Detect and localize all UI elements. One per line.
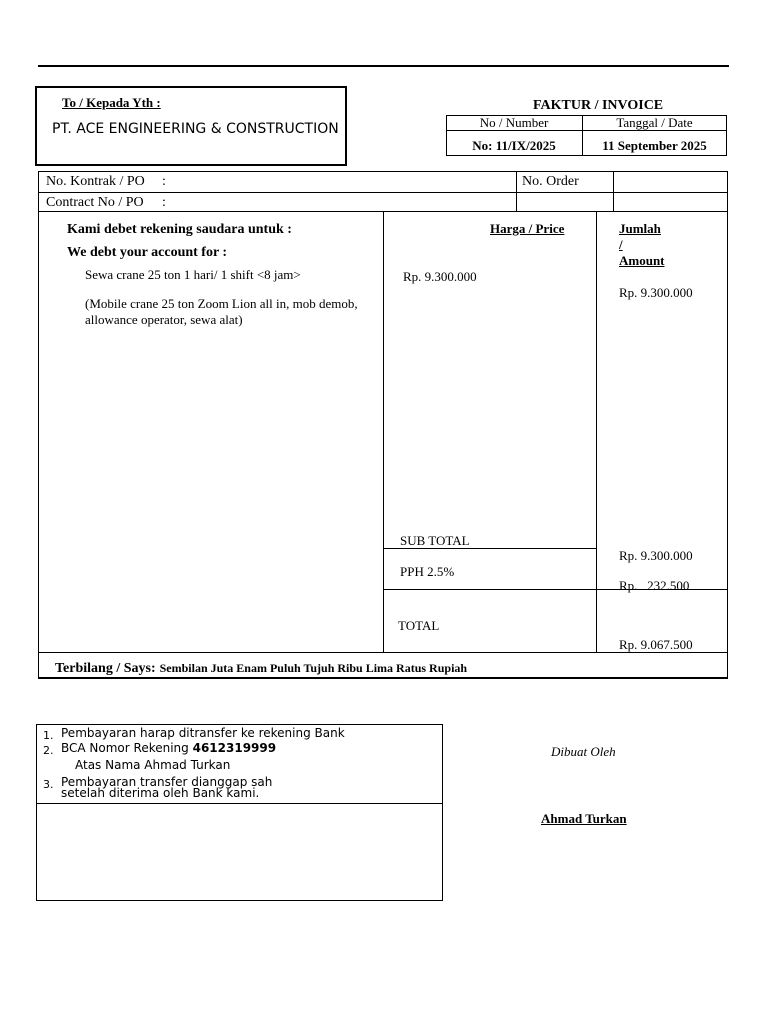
payment-line-3: Pembayaran transfer dianggap sah	[61, 775, 273, 789]
says-label: Terbilang / Says:	[55, 661, 156, 676]
total-label: TOTAL	[398, 618, 440, 633]
order-col-divider	[516, 171, 517, 211]
invoice-number-value: No: 11/IX/2025	[472, 138, 556, 153]
made-by-label: Dibuat Oleh	[551, 744, 616, 759]
price-col-divider	[383, 211, 384, 652]
recipient-label: To / Kepada Yth :	[62, 95, 161, 110]
debit-en-text: We debt your account for :	[67, 245, 228, 260]
item-note-line-2: allowance operator, sewa alat)	[85, 312, 243, 327]
payment-line-2	[61, 741, 276, 755]
invoice-date-header: Tanggal / Date	[616, 115, 693, 130]
invoice-date-value: 11 September 2025	[602, 138, 707, 153]
payment-line-2-prefix: BCA Nomor Rekening	[61, 741, 189, 755]
kontrak-colon: :	[162, 174, 166, 189]
payment-num-1: 1.	[43, 729, 54, 742]
subtotal-value: Rp. 9.300.000	[619, 548, 693, 563]
says-value: Sembilan Juta Enam Puluh Tujuh Ribu Lima Ratus Rupiah	[159, 661, 468, 675]
invoice-title: FAKTUR / INVOICE	[533, 98, 664, 113]
amount-header-3: Amount	[619, 253, 665, 268]
signer-name: Ahmad Turkan	[541, 811, 627, 826]
payment-line-3b: setelah diterima oleh Bank kami.	[61, 786, 260, 800]
invoice-number-header: No / Number	[479, 115, 549, 130]
contract-row-divider	[38, 192, 728, 193]
item-note-line-1: (Mobile crane 25 ton Zoom Lion all in, mob demob,	[85, 296, 358, 311]
payment-line-2b: Atas Nama Ahmad Turkan	[75, 758, 231, 772]
amount-value: Rp. 9.300.000	[619, 285, 693, 300]
item-description: Sewa crane 25 ton 1 hari/ 1 shift <8 jam>	[85, 267, 301, 282]
contract-colon: :	[162, 195, 166, 210]
price-value: Rp. 9.300.000	[403, 269, 477, 284]
main-table-bottom	[38, 677, 728, 679]
payment-box-divider	[36, 803, 443, 804]
amount-header-1: Jumlah	[619, 221, 661, 236]
price-header: Harga / Price	[490, 221, 565, 236]
account-number: 4612319999	[192, 741, 277, 755]
pph-value: Rp. 232.500	[619, 578, 690, 593]
payment-num-2: 2.	[43, 744, 54, 757]
pph-label: PPH 2.5%	[400, 564, 455, 579]
order-value-divider	[613, 171, 614, 211]
recipient-company: PT. ACE ENGINEERING & CONSTRUCTION	[52, 121, 339, 137]
kontrak-label: No. Kontrak / PO	[46, 174, 145, 189]
debit-id-text: Kami debet rekening saudara untuk :	[67, 222, 292, 237]
payment-line-1: Pembayaran harap ditransfer ke rekening Bank	[61, 726, 345, 740]
subtotal-label: SUB TOTAL	[400, 533, 470, 548]
order-label: No. Order	[522, 174, 579, 189]
payment-num-3: 3.	[43, 778, 54, 791]
amount-col-divider	[596, 211, 597, 652]
says-row	[55, 659, 467, 677]
contract-label: Contract No / PO	[46, 195, 144, 210]
amount-header-2: /	[619, 237, 623, 252]
top-rule	[38, 65, 729, 67]
total-value: Rp. 9.067.500	[619, 637, 693, 652]
